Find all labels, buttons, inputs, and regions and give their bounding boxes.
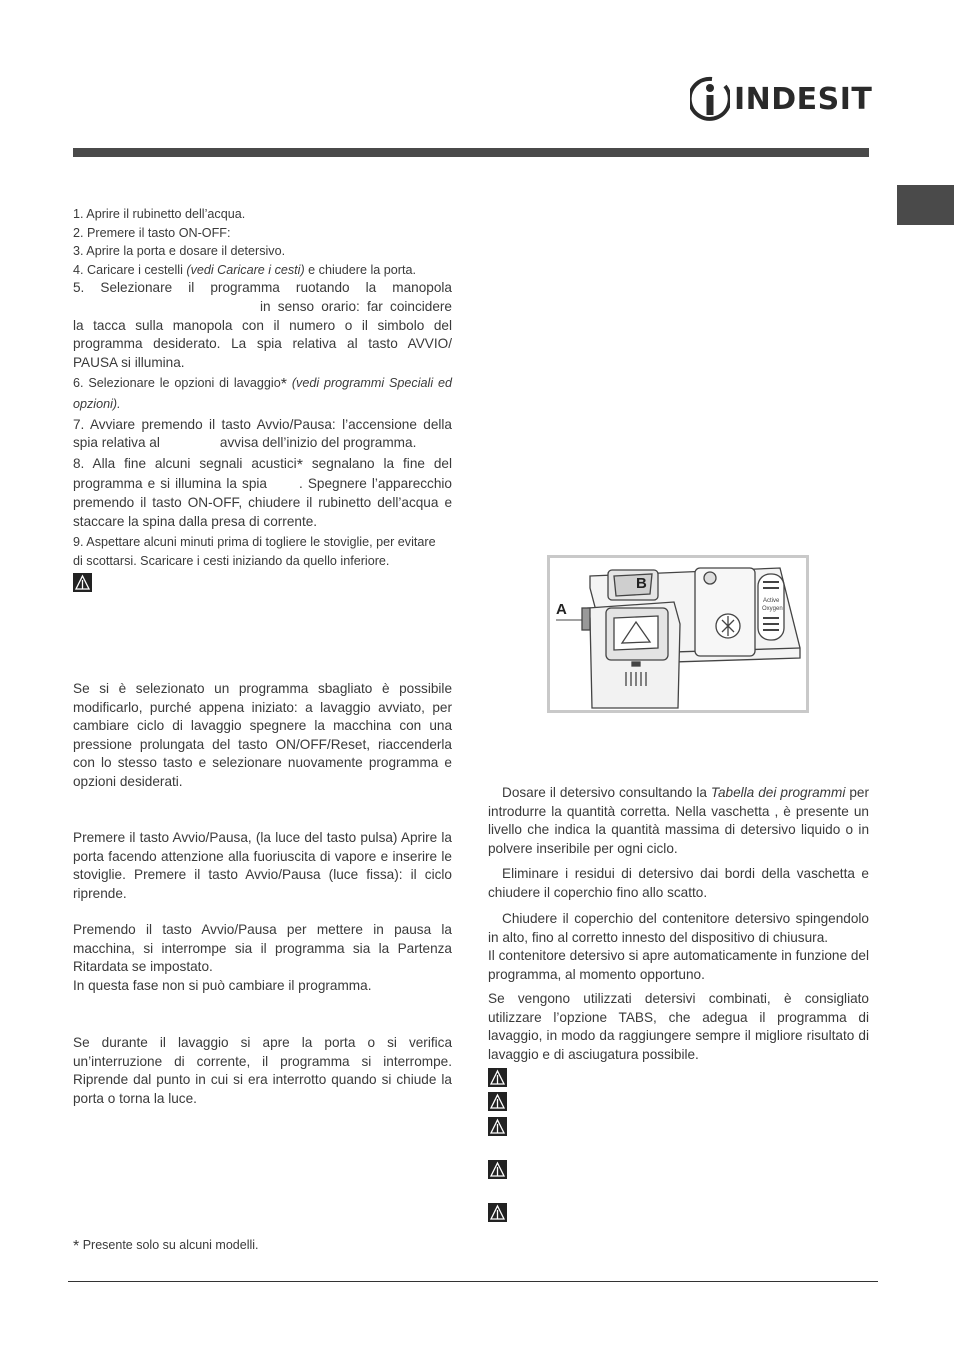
step-3: 3. Aprire la porta e dosare il detersivo. [73,244,286,259]
step-8: 8. Alla fine alcuni segnali acustici* segnalano la fine del programma e si illumina la spia . Spegnere l’apparecchio premendo il tasto ON-OFF, chiudere il rubinetto dell’acqua e staccare la spina dalla presa di corrente. [73,455,452,529]
footer-rule [68,1281,878,1282]
step-9: 9. Aspettare alcuni minuti prima di togliere le stoviglie, per evitare [73,535,436,550]
step-6: 6. Selezionare le opzioni di lavaggio* (vedi programmi Speciali ed opzioni). [73,376,452,411]
steps-list [73,205,452,570]
dose-paragraph: Dosare il detersivo consultando la Tabella dei programmi per introdurre la quantità corretta. Nella vaschetta , è presente un livello che indica la quantità massima di detersivo liquido o in polvere inseribile per ogni ciclo. [488,785,869,856]
warning-triangle-icon [73,573,92,592]
tabs-paragraph: Se vengono utilizzati detersivi combinati, è consigliato utilizzare l’opzione TABS, che adegua il programma di lavaggio, in modo da raggiungere sempre il migliore risultato di lavaggio e di asciugatura possibile. [488,991,869,1062]
warning-triangle-icon [488,1092,507,1111]
language-tab [897,185,954,225]
brand-name: INDESIT [734,82,873,117]
dispenser-illustration [550,558,806,710]
change-program-paragraph: Se si è selezionato un programma sbagliato è possibile modificarlo, purché appena iniziato: a lavaggio avviato, per cambiare ciclo di lavaggio spegnere la macchina con una pressione prolungata del tasto ON/OFF/Reset, riaccenderla con lo stesso tasto e selezionare nuovamente programma e opzioni desiderati. [73,681,452,789]
warning-triangle-icon [488,1117,507,1136]
step-5-desc: la tacca sulla manopola con il numero o il simbolo del programma desiderato. La spia relativa al tasto AVVIO/ PAUSA si illumina. [73,317,452,370]
label-b: B [636,575,647,592]
warning-triangle-icon [488,1160,507,1179]
header-bar [73,148,869,157]
indesit-i-icon [690,76,730,122]
footnote: * Presente solo su alcuni modelli. [73,1238,259,1255]
warning-triangle-icon [488,1068,507,1087]
tag-oxygen: Oxygen [762,606,783,612]
step-7: 7. Avviare premendo il tasto Avvio/Pausa: l’accensione della spia relativa al avvisa dell’inizio del programma. [73,416,452,451]
indesit-logo [690,76,873,122]
step-4: 4. Caricare i cestelli (vedi Caricare i cesti) e chiudere la porta. [73,262,416,277]
step-5: 5. Selezionare il programma ruotando la manopola [73,280,452,296]
step-9-cont: di scottarsi. Scaricare i cesti iniziando da quello inferiore. [73,553,390,568]
tag-active: Active [763,598,780,604]
detergent-dispenser-figure [547,555,809,713]
add-dishes-paragraph: Premere il tasto Avvio/Pausa, (la luce del tasto pulsa) Aprire la porta facendo attenzione alla fuoriuscita di vapore e inserire le stoviglie. Premere il tasto Avvio/Pausa (luce fissa): il ciclo riprende. [73,830,452,901]
close-lid-paragraph: Chiudere il coperchio del contenitore detersivo spingendolo in alto, fino al corretto innesto del dispositivo di chiusura. Il contenitore detersivo si apre automaticamente in funzione del programma, al momento opportuno. [488,911,869,982]
label-a: A [556,601,567,618]
warning-triangle-icon [488,1203,507,1222]
pause-paragraph: Premendo il tasto Avvio/Pausa per mettere in pausa la macchina, si interrompe sia il programma sia la Partenza Ritardata se impostato. In questa fase non si può cambiare il programma. [73,922,452,993]
interrupt-paragraph: Se durante il lavaggio si apre la porta o si verifica un’interruzione di corrente, il programma si interrompe. Riprende dal punto in cui si era interrotto quando si chiude la porta o torna la luce. [73,1035,452,1106]
step-5-cont: in senso orario: far coincidere [260,298,452,314]
remove-residue-paragraph: Eliminare i residui di detersivo dai bordi della vaschetta e chiudere il coperchio fino allo scatto. [488,866,869,900]
step-1: 1. Aprire il rubinetto dell’acqua. [73,207,246,221]
step-2: 2. Premere il tasto ON-OFF: [73,225,231,240]
